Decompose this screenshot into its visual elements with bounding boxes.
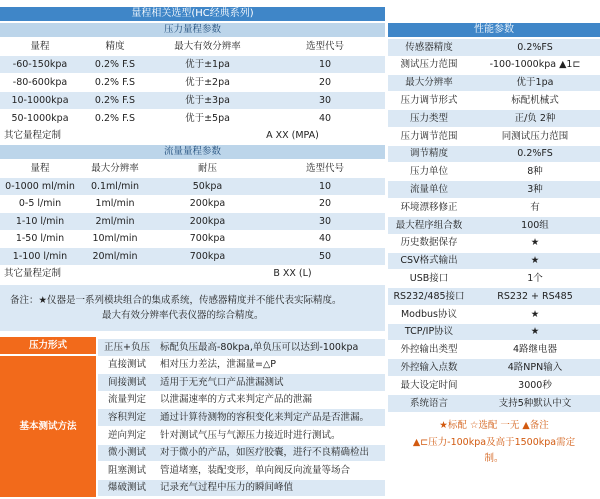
method-name: 流量判定 (98, 392, 156, 409)
pressure-cell: 优于±2pa (150, 74, 265, 91)
performance-value: 有 (470, 199, 600, 216)
flow-cell: 30 (265, 213, 385, 230)
flow-cell: 200kpa (150, 196, 265, 213)
legend-line-3: 制。 (484, 453, 504, 465)
performance-value: 8种 (470, 164, 600, 181)
remark-box (0, 285, 385, 331)
flow-col-header: 最大分辨率 (80, 160, 150, 177)
pressure-custom-label: 其它量程定制 (0, 127, 200, 144)
performance-param: 压力调节范围 (388, 128, 470, 145)
method-name: 逆向判定 (98, 427, 156, 444)
pressure-cell: 10-1000kpa (0, 92, 80, 109)
performance-value: 标配机械式 (470, 92, 600, 109)
performance-param: RS232/485接口 (388, 288, 470, 305)
flow-cell: 1-50 l/min (0, 231, 80, 248)
performance-param: TCP/IP协议 (388, 324, 470, 341)
legend-line-2: ▲⊏压力-100kpa及高于1500kpa需定 (412, 436, 576, 448)
flow-col-header: 耐压 (150, 160, 265, 177)
performance-param: 流量单位 (388, 181, 470, 198)
remark-line-2: 最大有效分辨率代表仪器的综合精度。 (102, 310, 264, 321)
test-methods-label: 基本测试方法 (0, 356, 96, 497)
performance-param: 最大程序组合数 (388, 217, 470, 234)
performance-param: 调节精度 (388, 146, 470, 163)
performance-value: 0.2%FS (470, 39, 600, 56)
flow-cell: 200kpa (150, 213, 265, 230)
pressure-col-header: 最大有效分辨率 (150, 38, 265, 55)
pressure-cell: 优于±5pa (150, 110, 265, 127)
pressure-section-title: 压力量程参数 (0, 23, 385, 37)
flow-cell: 0-1000 ml/min (0, 178, 80, 195)
pressure-cell: -60-150kpa (0, 56, 80, 73)
performance-param: USB接口 (388, 270, 470, 287)
performance-value: 4路继电器 (470, 342, 600, 359)
performance-param: 压力类型 (388, 110, 470, 127)
flow-cell: 50 (265, 248, 385, 265)
pressure-custom-code: A XX (MPA) (200, 127, 385, 144)
flow-cell: 1-10 l/min (0, 213, 80, 230)
performance-param: 历史数据保存 (388, 235, 470, 252)
performance-param: 外控输出类型 (388, 342, 470, 359)
performance-value: 4路NPN输入 (470, 359, 600, 376)
performance-value: 3000秒 (470, 377, 600, 394)
flow-cell: 1-100 l/min (0, 248, 80, 265)
flow-cell: 0-5 l/min (0, 196, 80, 213)
pressure-cell: 10 (265, 56, 385, 73)
legend-note (388, 412, 600, 474)
flow-cell: 40 (265, 231, 385, 248)
flow-cell: 700kpa (150, 248, 265, 265)
pressure-cell: 0.2% F.S (80, 56, 150, 73)
flow-cell: 700kpa (150, 231, 265, 248)
performance-value: 优于1pa (470, 75, 600, 92)
flow-custom-label: 其它量程定制 (0, 266, 200, 282)
performance-value: 同测试压力范围 (470, 128, 600, 145)
performance-value: ★ (470, 253, 600, 270)
performance-value: 1个 (470, 270, 600, 287)
pressure-cell: -80-600kpa (0, 74, 80, 91)
performance-param: 环境漂移修正 (388, 199, 470, 216)
flow-cell: 2ml/min (80, 213, 150, 230)
method-description: 以泄漏速率的方式来判定产品的泄漏 (156, 392, 385, 409)
performance-title: 性能参数 (388, 23, 600, 37)
performance-param: 测试压力范围 (388, 57, 470, 74)
method-description: 记录充气过程中压力的瞬间峰值 (156, 480, 385, 497)
flow-cell: 20 (265, 196, 385, 213)
pressure-col-header: 选型代号 (265, 38, 385, 55)
pressure-cell: 优于±3pa (150, 92, 265, 109)
performance-param: 系统语言 (388, 395, 470, 412)
performance-value: 支持5种默认中文 (470, 395, 600, 412)
pressure-cell: 50-1000kpa (0, 110, 80, 127)
method-name: 间接测试 (98, 374, 156, 391)
performance-param: 压力调节形式 (388, 92, 470, 109)
flow-custom-code: B XX (L) (200, 266, 385, 282)
legend-line-1: ★标配 ☆选配 一无 ▲备注 (439, 419, 549, 431)
performance-param: 外控输入点数 (388, 359, 470, 376)
performance-value: ★ (470, 306, 600, 323)
flow-section-title: 流量量程参数 (0, 145, 385, 159)
method-description: 管道堵塞，装配变形，单向阀反向流量等场合 (156, 462, 385, 479)
performance-param: 最大设定时间 (388, 377, 470, 394)
performance-value: 0.2%FS (470, 146, 600, 163)
performance-value: 100组 (470, 217, 600, 234)
flow-col-header: 选型代号 (265, 160, 385, 177)
remark-line-1: 备注：★仪器是一系列模块组合的集成系统，传感器精度并不能代表实际精度。 (10, 294, 342, 306)
flow-col-header: 量程 (0, 160, 80, 177)
method-name: 阻塞测试 (98, 462, 156, 479)
performance-value: 3种 (470, 181, 600, 198)
pressure-cell: 优于±1pa (150, 56, 265, 73)
performance-param: 传感器精度 (388, 39, 470, 56)
performance-value: ★ (470, 235, 600, 252)
performance-value: 正/负 2种 (470, 110, 600, 127)
main-title: 量程相关选型(HC经典系列) (0, 7, 385, 21)
pressure-col-header: 精度 (80, 38, 150, 55)
method-name: 爆破测试 (98, 480, 156, 497)
flow-cell: 10 (265, 178, 385, 195)
method-description: 适用于无充气口产品泄漏测试 (156, 374, 385, 391)
method-name: 正压+负压 (98, 339, 156, 356)
pressure-form-label: 压力形式 (0, 337, 96, 354)
pressure-cell: 30 (265, 92, 385, 109)
performance-value: ★ (470, 324, 600, 341)
performance-param: CSV格式输出 (388, 253, 470, 270)
pressure-cell: 0.2% F.S (80, 92, 150, 109)
performance-value: RS232 + RS485 (470, 288, 600, 305)
method-name: 直接测试 (98, 357, 156, 374)
pressure-cell: 0.2% F.S (80, 110, 150, 127)
pressure-cell: 40 (265, 110, 385, 127)
method-description: 标配负压最高-80kpa,单负压可以达到-100kpa (156, 339, 385, 356)
pressure-cell: 20 (265, 74, 385, 91)
flow-cell: 10ml/min (80, 231, 150, 248)
method-description: 通过计算待测物的容积变化来判定产品是否泄漏。 (156, 409, 385, 426)
method-name: 微小测试 (98, 445, 156, 462)
performance-param: 压力单位 (388, 164, 470, 181)
method-description: 相对压力差法，泄漏量=△P (156, 357, 385, 374)
flow-cell: 1ml/min (80, 196, 150, 213)
performance-param: Modbus协议 (388, 306, 470, 323)
performance-param: 最大分辨率 (388, 75, 470, 92)
pressure-cell: 0.2% F.S (80, 74, 150, 91)
flow-cell: 20ml/min (80, 248, 150, 265)
performance-value: -100-1000kpa ▲1⊏ (470, 57, 600, 74)
flow-cell: 0.1ml/min (80, 178, 150, 195)
method-description: 针对测试气压与气源压力接近时进行测试。 (156, 427, 385, 444)
method-name: 容积判定 (98, 409, 156, 426)
method-description: 对于微小的产品，如医疗胶囊，进行不良精确检出 (156, 445, 385, 462)
pressure-col-header: 量程 (0, 38, 80, 55)
flow-cell: 50kpa (150, 178, 265, 195)
